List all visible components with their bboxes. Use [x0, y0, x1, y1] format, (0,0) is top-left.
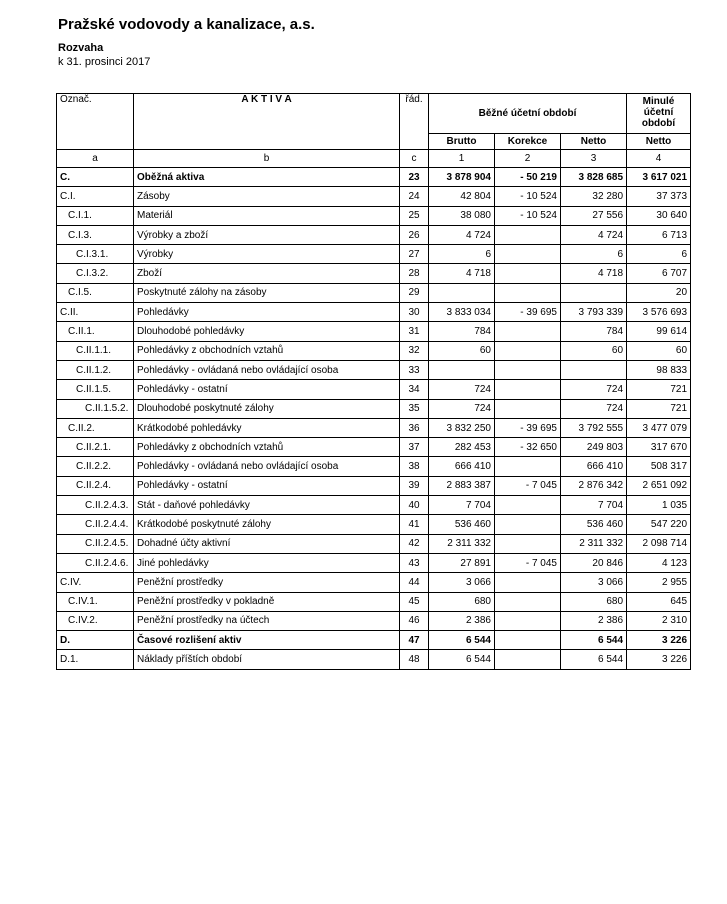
cell-line: 30: [400, 303, 429, 322]
cell-korekce: - 7 045: [495, 476, 561, 495]
cell-name: Pohledávky z obchodních vztahů: [134, 341, 400, 360]
cell-netto: 27 556: [561, 206, 627, 225]
cell-line: 40: [400, 496, 429, 515]
cell-line: 48: [400, 650, 429, 669]
cell-line: 44: [400, 573, 429, 592]
cell-code: C.II.2.4.5.: [57, 534, 134, 553]
col-header-brutto: Brutto: [429, 134, 495, 150]
cell-line: 43: [400, 553, 429, 572]
cell-korekce: [495, 611, 561, 630]
table-row: [57, 380, 691, 399]
table-row: [57, 534, 691, 553]
cell-name: Výrobky: [134, 245, 400, 264]
cell-netto-previous: 1 035: [627, 496, 691, 515]
cell-name: Dlouhodobé poskytnuté zálohy: [134, 399, 400, 418]
cell-brutto: 4 718: [429, 264, 495, 283]
cell-netto: 536 460: [561, 515, 627, 534]
cell-netto-previous: 2 955: [627, 573, 691, 592]
cell-name: Oběžná aktiva: [134, 168, 400, 187]
cell-netto: 4 718: [561, 264, 627, 283]
cell-name: Časové rozlišení aktiv: [134, 631, 400, 650]
cell-netto: 3 793 339: [561, 303, 627, 322]
table-row: [57, 341, 691, 360]
cell-code: C.I.3.2.: [57, 264, 134, 283]
cell-line: 28: [400, 264, 429, 283]
table-row: [57, 631, 691, 650]
cell-code: C.I.3.1.: [57, 245, 134, 264]
cell-line: 36: [400, 418, 429, 437]
cell-netto-previous: 60: [627, 341, 691, 360]
cell-netto-previous: 4 123: [627, 553, 691, 572]
cell-name: Peněžní prostředky v pokladně: [134, 592, 400, 611]
cell-code: C.II.1.1.: [57, 341, 134, 360]
table-row: [57, 399, 691, 418]
col-sub-4: 4: [627, 150, 691, 168]
cell-line: 47: [400, 631, 429, 650]
col-sub-1: 1: [429, 150, 495, 168]
cell-netto: 3 792 555: [561, 418, 627, 437]
cell-line: 42: [400, 534, 429, 553]
cell-line: 29: [400, 283, 429, 302]
cell-korekce: [495, 283, 561, 302]
table-row: [57, 418, 691, 437]
cell-netto: 666 410: [561, 457, 627, 476]
table-row: [57, 303, 691, 322]
cell-name: Zásoby: [134, 187, 400, 206]
table-row: [57, 168, 691, 187]
cell-code: C.IV.1.: [57, 592, 134, 611]
cell-name: Pohledávky z obchodních vztahů: [134, 438, 400, 457]
table-row: [57, 457, 691, 476]
cell-netto-previous: 37 373: [627, 187, 691, 206]
cell-korekce: [495, 322, 561, 341]
document-title: Rozvaha: [58, 42, 104, 54]
cell-netto: [561, 283, 627, 302]
table-row: [57, 283, 691, 302]
cell-name: Krátkodobé pohledávky: [134, 418, 400, 437]
cell-name: Pohledávky - ovládaná nebo ovládající osoba: [134, 360, 400, 379]
cell-name: Peněžní prostředky: [134, 573, 400, 592]
document-date: k 31. prosinci 2017: [58, 56, 151, 68]
cell-brutto: 724: [429, 380, 495, 399]
cell-korekce: [495, 631, 561, 650]
cell-netto-previous: 3 226: [627, 631, 691, 650]
col-header-aktiva: A K T I V A: [134, 94, 400, 150]
cell-brutto: 60: [429, 341, 495, 360]
cell-brutto: 784: [429, 322, 495, 341]
cell-brutto: 2 386: [429, 611, 495, 630]
cell-line: 37: [400, 438, 429, 457]
cell-netto: 2 386: [561, 611, 627, 630]
cell-korekce: [495, 457, 561, 476]
table-row: [57, 496, 691, 515]
cell-netto: 3 066: [561, 573, 627, 592]
cell-brutto: [429, 360, 495, 379]
table-row: [57, 360, 691, 379]
cell-netto-previous: 721: [627, 380, 691, 399]
cell-netto: 3 828 685: [561, 168, 627, 187]
cell-line: 26: [400, 225, 429, 244]
balance-sheet-table: [56, 93, 691, 670]
cell-line: 23: [400, 168, 429, 187]
cell-korekce: - 10 524: [495, 187, 561, 206]
cell-netto: 2 311 332: [561, 534, 627, 553]
cell-korekce: [495, 534, 561, 553]
cell-korekce: - 32 650: [495, 438, 561, 457]
cell-netto: 784: [561, 322, 627, 341]
col-sub-2: 2: [495, 150, 561, 168]
cell-line: 24: [400, 187, 429, 206]
col-header-current-period: Běžné účetní období: [429, 94, 627, 134]
cell-code: C.II.1.2.: [57, 360, 134, 379]
cell-brutto: 3 832 250: [429, 418, 495, 437]
cell-brutto: 3 878 904: [429, 168, 495, 187]
cell-netto: 249 803: [561, 438, 627, 457]
cell-netto-previous: 30 640: [627, 206, 691, 225]
cell-code: C.II.2.: [57, 418, 134, 437]
cell-brutto: 680: [429, 592, 495, 611]
col-sub-b: b: [134, 150, 400, 168]
cell-code: C.II.1.5.2.: [57, 399, 134, 418]
col-header-netto-previous: Netto: [627, 134, 691, 150]
table-row: [57, 592, 691, 611]
company-name: Pražské vodovody a kanalizace, a.s.: [58, 16, 315, 33]
cell-netto-previous: 317 670: [627, 438, 691, 457]
cell-line: 41: [400, 515, 429, 534]
cell-netto-previous: 20: [627, 283, 691, 302]
cell-name: Dohadné účty aktivní: [134, 534, 400, 553]
cell-korekce: - 50 219: [495, 168, 561, 187]
cell-name: Náklady příštích období: [134, 650, 400, 669]
cell-korekce: [495, 360, 561, 379]
cell-code: C.: [57, 168, 134, 187]
cell-code: C.IV.2.: [57, 611, 134, 630]
cell-line: 46: [400, 611, 429, 630]
cell-netto-previous: 2 098 714: [627, 534, 691, 553]
col-header-korekce: Korekce: [495, 134, 561, 150]
cell-korekce: [495, 515, 561, 534]
cell-korekce: [495, 399, 561, 418]
cell-brutto: 2 311 332: [429, 534, 495, 553]
cell-korekce: [495, 225, 561, 244]
cell-korekce: [495, 380, 561, 399]
cell-code: C.II.2.4.3.: [57, 496, 134, 515]
cell-code: C.II.: [57, 303, 134, 322]
cell-name: Krátkodobé poskytnuté zálohy: [134, 515, 400, 534]
cell-code: C.II.2.2.: [57, 457, 134, 476]
col-header-netto: Netto: [561, 134, 627, 150]
cell-name: Pohledávky - ovládaná nebo ovládající osoba: [134, 457, 400, 476]
table-row: [57, 438, 691, 457]
cell-code: C.I.1.: [57, 206, 134, 225]
cell-netto: 724: [561, 399, 627, 418]
cell-code: C.I.: [57, 187, 134, 206]
cell-netto: [561, 360, 627, 379]
cell-code: C.II.2.1.: [57, 438, 134, 457]
cell-line: 27: [400, 245, 429, 264]
cell-code: D.: [57, 631, 134, 650]
cell-netto-previous: 3 576 693: [627, 303, 691, 322]
cell-korekce: - 7 045: [495, 553, 561, 572]
table-row: [57, 187, 691, 206]
cell-korekce: - 39 695: [495, 303, 561, 322]
cell-netto: 724: [561, 380, 627, 399]
cell-line: 31: [400, 322, 429, 341]
table-row: [57, 553, 691, 572]
cell-netto-previous: 721: [627, 399, 691, 418]
cell-code: C.II.1.: [57, 322, 134, 341]
cell-korekce: [495, 573, 561, 592]
cell-netto-previous: 98 833: [627, 360, 691, 379]
cell-line: 34: [400, 380, 429, 399]
table-row: [57, 264, 691, 283]
cell-brutto: 6 544: [429, 631, 495, 650]
col-header-previous-period: Minulé účetní období: [627, 94, 691, 134]
cell-name: Pohledávky: [134, 303, 400, 322]
table-row: [57, 650, 691, 669]
cell-name: Dlouhodobé pohledávky: [134, 322, 400, 341]
cell-korekce: - 39 695: [495, 418, 561, 437]
cell-code: C.I.5.: [57, 283, 134, 302]
cell-netto: 60: [561, 341, 627, 360]
cell-code: C.I.3.: [57, 225, 134, 244]
cell-netto: 7 704: [561, 496, 627, 515]
cell-code: C.II.2.4.6.: [57, 553, 134, 572]
table-row: [57, 245, 691, 264]
cell-brutto: 724: [429, 399, 495, 418]
col-sub-3: 3: [561, 150, 627, 168]
cell-line: 45: [400, 592, 429, 611]
cell-line: 35: [400, 399, 429, 418]
cell-brutto: [429, 283, 495, 302]
cell-korekce: [495, 264, 561, 283]
cell-netto-previous: 99 614: [627, 322, 691, 341]
cell-netto-previous: 2 651 092: [627, 476, 691, 495]
cell-netto-previous: 547 220: [627, 515, 691, 534]
cell-netto: 6 544: [561, 650, 627, 669]
cell-name: Materiál: [134, 206, 400, 225]
table-row: [57, 611, 691, 630]
table-row: [57, 225, 691, 244]
cell-line: 38: [400, 457, 429, 476]
cell-brutto: 4 724: [429, 225, 495, 244]
cell-brutto: 2 883 387: [429, 476, 495, 495]
table-row: [57, 476, 691, 495]
cell-korekce: [495, 245, 561, 264]
cell-brutto: 7 704: [429, 496, 495, 515]
cell-brutto: 38 080: [429, 206, 495, 225]
cell-netto: 32 280: [561, 187, 627, 206]
cell-name: Výrobky a zboží: [134, 225, 400, 244]
table-row: [57, 515, 691, 534]
cell-name: Pohledávky - ostatní: [134, 476, 400, 495]
cell-netto-previous: 6 707: [627, 264, 691, 283]
col-header-line: řád.: [400, 94, 429, 150]
cell-name: Pohledávky - ostatní: [134, 380, 400, 399]
cell-code: D.1.: [57, 650, 134, 669]
cell-netto-previous: 2 310: [627, 611, 691, 630]
col-header-code: Označ.: [57, 94, 134, 150]
cell-code: C.II.2.4.4.: [57, 515, 134, 534]
cell-netto-previous: 3 226: [627, 650, 691, 669]
cell-line: 32: [400, 341, 429, 360]
cell-netto-previous: 3 617 021: [627, 168, 691, 187]
cell-korekce: [495, 341, 561, 360]
cell-korekce: [495, 592, 561, 611]
table-row: [57, 206, 691, 225]
cell-brutto: 6: [429, 245, 495, 264]
cell-name: Peněžní prostředky na účtech: [134, 611, 400, 630]
cell-code: C.II.1.5.: [57, 380, 134, 399]
cell-line: 33: [400, 360, 429, 379]
cell-netto: 680: [561, 592, 627, 611]
cell-korekce: [495, 496, 561, 515]
col-sub-c: c: [400, 150, 429, 168]
cell-brutto: 282 453: [429, 438, 495, 457]
cell-netto: 6: [561, 245, 627, 264]
cell-netto-previous: 6: [627, 245, 691, 264]
cell-korekce: - 10 524: [495, 206, 561, 225]
cell-korekce: [495, 650, 561, 669]
cell-name: Stát - daňové pohledávky: [134, 496, 400, 515]
cell-code: C.IV.: [57, 573, 134, 592]
cell-netto: 6 544: [561, 631, 627, 650]
cell-netto-previous: 3 477 079: [627, 418, 691, 437]
cell-netto-previous: 6 713: [627, 225, 691, 244]
cell-netto-previous: 645: [627, 592, 691, 611]
cell-netto: 4 724: [561, 225, 627, 244]
cell-brutto: 42 804: [429, 187, 495, 206]
cell-brutto: 3 066: [429, 573, 495, 592]
cell-netto: 2 876 342: [561, 476, 627, 495]
cell-name: Zboží: [134, 264, 400, 283]
cell-line: 39: [400, 476, 429, 495]
cell-brutto: 536 460: [429, 515, 495, 534]
cell-netto-previous: 508 317: [627, 457, 691, 476]
table-row: [57, 322, 691, 341]
cell-name: Poskytnuté zálohy na zásoby: [134, 283, 400, 302]
cell-brutto: 666 410: [429, 457, 495, 476]
col-sub-a: a: [57, 150, 134, 168]
cell-code: C.II.2.4.: [57, 476, 134, 495]
cell-brutto: 6 544: [429, 650, 495, 669]
cell-name: Jiné pohledávky: [134, 553, 400, 572]
cell-brutto: 27 891: [429, 553, 495, 572]
cell-line: 25: [400, 206, 429, 225]
cell-brutto: 3 833 034: [429, 303, 495, 322]
cell-netto: 20 846: [561, 553, 627, 572]
table-row: [57, 573, 691, 592]
